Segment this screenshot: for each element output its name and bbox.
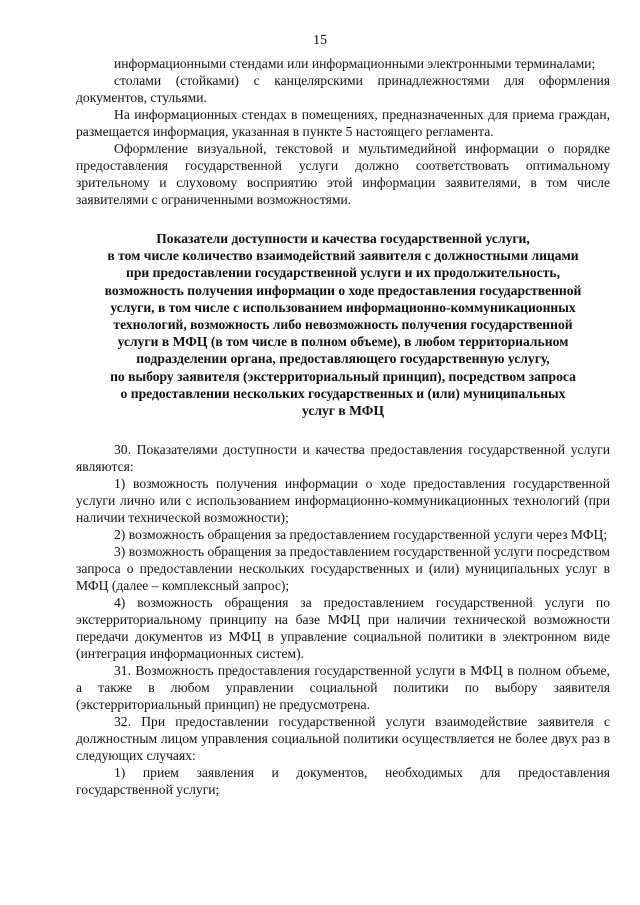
heading-line: услуг в МФЦ <box>301 403 385 419</box>
heading-line: услуги, в том числе с использованием информационно-коммуникационных <box>110 299 576 315</box>
page-number: 15 <box>313 33 327 48</box>
paragraph: 1) возможность получения информации о ходе предоставления государственной услуги лично или с использованием информационно-коммуникационных технологий (при наличии технической возможности); <box>76 476 610 526</box>
paragraph: 4) возможность обращения за предоставлением государственной услуги по экстерриториальному принципу на базе МФЦ при наличии технической возможности передачи документов из МФЦ в управление социальной политики в электронном виде (интеграция информационных систем). <box>76 595 610 662</box>
paragraph: 2) возможность обращения за предоставлением государственной услуги через МФЦ; <box>114 527 608 543</box>
document-body <box>76 55 610 798</box>
paragraph: 30. Показателями доступности и качества предоставления государственной услуги являются: <box>76 442 610 475</box>
heading-line: при предоставлении государственной услуги и их продолжительность, <box>126 265 560 281</box>
paragraph: 32. При предоставлении государственной услуги взаимодействие заявителя с должностным лицом управления социальной политики осуществляется не более двух раз в следующих случаях: <box>76 714 610 764</box>
heading-line: по выбору заявителя (экстерриториальный принцип), посредством запроса <box>110 368 576 384</box>
paragraph: 31. Возможность предоставления государственной услуги в МФЦ в полном объеме, а также в любом управлении социальной политики по выбору заявителя (экстерриториальный принцип) не предусмотрена. <box>76 663 610 713</box>
paragraph: столами (стойками) с канцелярскими принадлежностями для оформления документов, стульями. <box>76 73 610 105</box>
paragraph: Оформление визуальной, текстовой и мультимедийной информации о порядке предоставления государственной услуги должно соответствовать оптимальному зрительному и слуховому восприятию этой информации заявителями, в том числе заявителями с ограниченными возможностями. <box>76 141 610 207</box>
paragraph: 1) прием заявления и документов, необходимых для предоставления государственной услуги; <box>76 765 610 798</box>
heading-line: Показатели доступности и качества государственной услуги, <box>156 231 530 246</box>
paragraph: На информационных стендах в помещениях, предназначенных для приема граждан, размещается информация, указанная в пункте 5 настоящего регламента. <box>76 107 610 139</box>
heading-line: в том числе количество взаимодействий заявителя с должностными лицами <box>107 248 579 264</box>
heading-line: о предоставлении нескольких государственных и (или) муниципальных <box>120 385 566 401</box>
heading-line: возможность получения информации о ходе предоставления государственной <box>104 282 582 298</box>
heading-line: услуги в МФЦ (в том числе в полном объеме), в любом территориальном <box>117 334 569 350</box>
paragraph: 3) возможность обращения за предоставлением государственной услуги посредством запроса о предоставлении нескольких государственных и (или) муниципальных услуг в МФЦ (далее – комплексный запрос); <box>76 544 610 594</box>
paragraph: информационными стендами или информационными электронными терминалами; <box>114 56 596 71</box>
heading-line: технологий, возможность либо невозможность получения государственной <box>113 317 573 333</box>
section-heading <box>76 230 610 419</box>
heading-line: подразделении органа, предоставляющего государственную услугу, <box>136 351 550 367</box>
